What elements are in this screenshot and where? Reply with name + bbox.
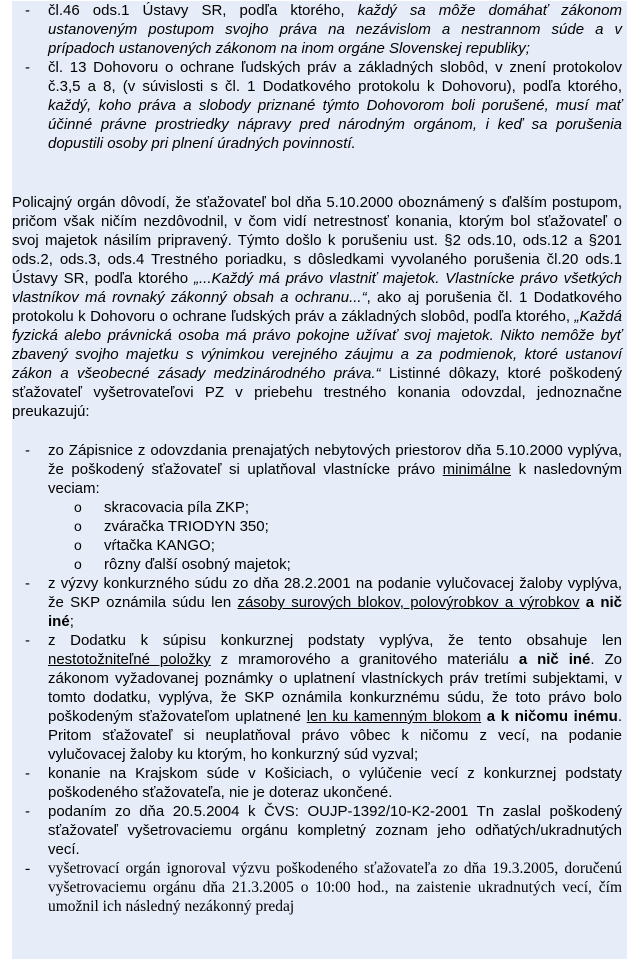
list-item: - z výzvy konkurzného súdu zo dňa 28.2.2001 na podanie vylučovacej žaloby vyplýva, že SKP oznámila súdu len zásoby surových blokov, polovýrobkov a výrobkov a nič iné; [12,574,622,631]
legal-provisions-list [12,1,622,153]
list-item: - z Dodatku k súpisu konkurznej podstaty vyplýva, že tento obsahuje len nestotožniteľné položky z mramorového a granitového materiálu a nič iné. Zo zákonom vyžadovanej poznámky o uplatnení vlastníckych práv tretími subjektami, v tomto dodatku, vyplýva, že SKP oznámila konkurznému súdu, že toto právo bolo poškodeným sťažovateľom uplatnené len ku kamenným blokom a k ničomu inému. Pritom sťažovateľ si neuplatňoval právo vôbec k ničomu z vecí, na podanie vylučovacej žaloby ku ktorým, ho konkurzný súd vyzval; [12,631,622,764]
list-item: - podaním zo dňa 20.5.2004 k ČVS: OUJP-1392/10-K2-2001 Tn zaslal poškodený sťažovateľ vyšetrovaciemu orgánu kompletný zoznam jeho odňatých/ukradnutých vecí. [12,802,622,859]
list-item: - vyšetrovací orgán ignoroval výzvu poškodeného sťažovateľa zo dňa 19.3.2005, doručenú vyšetrovaciemu orgánu dňa 21.3.2005 o 10:00 hod., na zaistenie ukradnutých vecí, čím umožnil ich následný nezákonný predaj [12,859,622,916]
property-sublist [48,498,622,574]
list-item: o zváračka TRIODYN 350; [74,517,622,536]
list-item: - čl. 13 Dohovoru o ochrane ľudských práv a základných slobôd, v znení protokolov č.3,5 a 8, (v súvislosti s čl. 1 Dodatkového protokolu k Dohovoru), podľa ktorého, každý, koho práva a slobody priznané týmto Dohovorom boli porušené, musí mať účinné právne prostriedky nápravy pred národným orgánom, i keď sa porušenia dopustili osoby pri plnení úradných povinností. [12,58,622,153]
main-paragraph: Policajný orgán dôvodí, že sťažovateľ bol dňa 5.10.2000 oboznámený s ďalším postupom, pričom však ničím nezdôvodnil, v čom vidí netrestnosť konania, ktorým bol sťažovateľ o svoj majetok násilím pripravený. Týmto došlo k porušeniu ust. §2 ods.10, ods.12 a §201 ods.2, ods.3, ods.4 Trestného poriadku, s dôsledkami vyvolaného porušenia čl.20 ods.1 Ústavy SR, podľa ktorého „...Každý má právo vlastniť majetok. Vlastnícke právo všetkých vlastníkov má rovnaký zákonný obsah a ochranu...“, ako aj porušenia čl. 1 Dodatkového protokolu k Dohovoru o ochrane ľudských práv a základných slobôd, podľa ktorého, „Každá fyzická alebo právnická osoba má právo pokojne užívať svoj majetok. Nikto nemôže byť zbavený svojho majetku s výnimkou verejného záujmu a za podmienok, ktoré ustanoví zákon a všeobecné zásady medzinárodného práva.“ Listinné dôkazy, ktoré poškodený sťažovateľ vyšetrovateľovi PZ v priebehu trestného konania odovzdal, jednoznačne preukazujú: [12,194,623,420]
list-item: - konanie na Krajskom súde v Košiciach, o vylúčenie vecí z konkurznej podstaty poškodeného sťažovateľa, nie je doteraz ukončené. [12,764,622,802]
evidence-list [12,441,622,916]
list-item: - čl.46 ods.1 Ústavy SR, podľa ktorého, každý sa môže domáhať zákonom ustanoveným postupom svojho práva na nezávislom a nestrannom súde a v prípadoch ustanovených zákonom na inom orgáne Slovenskej republiky; [12,1,622,58]
list-item: - zo Zápisnice z odovzdania prenajatých nebytových priestorov dňa 5.10.2000 vyplýva, že poškodený sťažovateľ si uplatňoval vlastnícke právo minimálne k nasledovným veciam: o skracovacia píla ZKP; o zváračka TRIODYN 350; o vŕtačka KANGO; o rôzny ďalší osobný majetok; [12,441,622,574]
list-item: o rôzny ďalší osobný majetok; [74,555,622,574]
list-item: o skracovacia píla ZKP; [74,498,622,517]
document-page [12,1,627,959]
list-item: o vŕtačka KANGO; [74,536,622,555]
